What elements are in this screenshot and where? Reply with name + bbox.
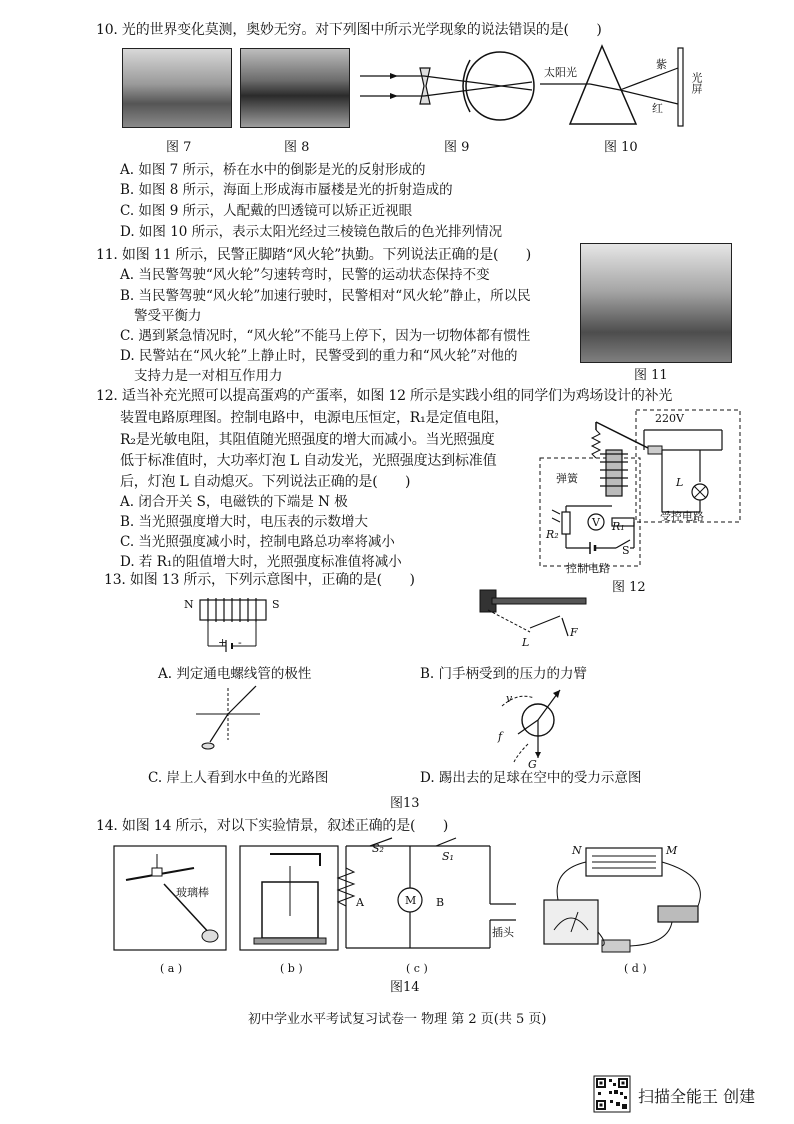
figure-8-photo (240, 48, 350, 128)
q13-stem: 13. 如图 13 所示，下列示意图中，正确的是( ) (104, 572, 415, 588)
fig14c-caption: ( c ) (406, 962, 428, 975)
q13-option-b: B. 门手柄受到的压力的力臂 (420, 666, 588, 682)
fig13a-minus-label: - (238, 636, 242, 649)
fig13a-plus-label: + (218, 636, 228, 649)
q13-option-d: D. 踢出去的足球在空中的受力示意图 (420, 770, 642, 786)
fig14b-caption: ( b ) (280, 962, 303, 975)
figure-11-photo (580, 243, 732, 363)
q12-line5: 后，灯泡 L 自动熄灭。下列说法正确的是( ) (120, 474, 411, 490)
fig10-sunlight-label: 太阳光 (544, 66, 577, 79)
q10-option-c: C. 如图 9 所示，人配戴的凹透镜可以矫正近视眼 (120, 203, 413, 219)
q12-line2: 装置电路原理图。控制电路中，电源电压恒定，R₁是定值电阻， (120, 410, 509, 426)
watermark-text: 扫描全能王 创建 (638, 1087, 756, 1106)
q11-option-b-line2: 警受平衡力 (134, 308, 202, 324)
fig14-caption: 图14 (390, 980, 420, 995)
q11-option-a: A. 当民警驾驶“风火轮”匀速转弯时，民警的运动状态保持不变 (120, 267, 490, 283)
fig10-caption: 图 10 (604, 140, 638, 155)
fig13a-n-label: N (184, 598, 194, 611)
figure-14b-bell-jar (240, 846, 340, 952)
fig11-caption: 图 11 (634, 368, 668, 383)
q12-line3: R₂是光敏电阻，其阻值随光照强度的增大而减小。当光照强度 (120, 432, 495, 448)
fig13-caption: 图13 (390, 796, 420, 811)
q11-stem: 11. 如图 11 所示，民警正脚踏“风火轮”执勤。下列说法正确的是( ) (96, 247, 532, 263)
fig13d-f-label: f (498, 730, 503, 743)
figure-13b-door-handle (480, 588, 590, 648)
fig14c-s1-label: S₁ (442, 850, 454, 863)
page-footer: 初中学业水平考试复习试卷一 物理 第 2 页(共 5 页) (248, 1012, 547, 1027)
figure-13a-solenoid (190, 592, 280, 662)
fig7-caption: 图 7 (166, 140, 192, 155)
fig13d-G-label: G (528, 758, 537, 771)
q14-stem: 14. 如图 14 所示，对以下实验情景，叙述正确的是( ) (96, 818, 449, 834)
q11-option-d-line1: D. 民警站在“风火轮”上静止时，民警受到的重力和“风火轮”对他的 (120, 348, 518, 364)
fig14a-glass-rod-label: 玻璃棒 (176, 886, 209, 899)
fig14d-caption: ( d ) (624, 962, 647, 975)
fig13b-L-label: L (522, 636, 530, 649)
fig14c-B-label: B (436, 896, 445, 909)
fig9-caption: 图 9 (444, 140, 470, 155)
q12-option-a: A. 闭合开关 S，电磁铁的下端是 N 极 (120, 494, 348, 510)
fig13a-s-label: S (272, 598, 280, 611)
fig10-red-label: 红 (652, 102, 663, 115)
q11-option-b-line1: B. 当民警驾驶“风火轮”加速行驶时，民警相对“风火轮”静止，所以民 (120, 288, 531, 304)
fig12-spring-label: 弹簧 (556, 472, 578, 485)
fig12-r2-label: R₂ (546, 528, 559, 541)
fig14c-s2-label: S₂ (372, 842, 384, 855)
fig12-220v-label: 220V (655, 412, 684, 425)
fig12-control-circuit-label: 控制电路 (566, 562, 610, 575)
figure-9-eye-diagram (360, 40, 540, 130)
figure-14d-galvanometer-setup (538, 840, 718, 958)
fig8-caption: 图 8 (284, 140, 310, 155)
fig14d-N-label: N (572, 844, 582, 857)
fig14c-motor-label: M (405, 894, 417, 907)
fig12-controlled-circuit-label: 受控电路 (660, 510, 704, 523)
q12-option-d: D. 若 R₁的阻值增大时，光照强度标准值将减小 (120, 554, 402, 570)
q11-option-d-line2: 支持力是一对相互作用力 (134, 368, 283, 384)
fig14a-caption: ( a ) (160, 962, 183, 975)
fig12-L-label: L (676, 476, 684, 489)
q10-option-a: A. 如图 7 所示，桥在水中的倒影是光的反射形成的 (120, 162, 426, 178)
fig10-violet-label: 紫 (656, 58, 667, 71)
q11-option-c: C. 遇到紧急情况时，“风火轮”不能马上停下，因为一切物体都有惯性 (120, 328, 531, 344)
fig12-r1-label: R₁ (612, 520, 625, 533)
fig10-screen-label: 光屏 (690, 72, 703, 94)
fig13b-F-label: F (570, 626, 578, 639)
fig14c-plug-label: 插头 (492, 926, 514, 939)
q10-option-b: B. 如图 8 所示，海面上形成海市蜃楼是光的折射造成的 (120, 182, 453, 198)
fig12-switch-label: S (622, 544, 630, 557)
fig14c-A-label: A (356, 896, 364, 909)
q10-stem: 10. 光的世界变化莫测，奥妙无穷。对下列图中所示光学现象的说法错误的是( ) (96, 22, 602, 38)
fig12-voltmeter-label: V (592, 516, 600, 529)
figure-13c-fish-light-path (196, 684, 266, 754)
q12-line4: 低于标准值时，大功率灯泡 L 自动发光，光照强度达到标准值 (120, 453, 497, 469)
q12-option-b: B. 当光照强度增大时，电压表的示数增大 (120, 514, 369, 530)
fig13d-v-label: v (506, 692, 513, 705)
q13-option-a: A. 判定通电螺线管的极性 (158, 666, 312, 682)
fig14d-M-label: M (666, 844, 678, 857)
figure-12-circuit (540, 410, 740, 570)
qr-code-icon (594, 1076, 630, 1112)
q10-option-d: D. 如图 10 所示，表示太阳光经过三棱镜色散后的色光排列情况 (120, 224, 503, 240)
figure-14a-glass-rod (114, 846, 228, 952)
q13-option-c: C. 岸上人看到水中鱼的光路图 (148, 770, 329, 786)
fig12-caption: 图 12 (612, 580, 646, 595)
q12-line1: 12. 适当补充光照可以提高蛋鸡的产蛋率，如图 12 所示是实践小组的同学们为鸡场设计的补光 (96, 388, 673, 404)
figure-10-prism-diagram (540, 40, 700, 135)
q12-option-c: C. 当光照强度减小时，控制电路总功率将减小 (120, 534, 395, 550)
figure-7-photo (122, 48, 232, 128)
